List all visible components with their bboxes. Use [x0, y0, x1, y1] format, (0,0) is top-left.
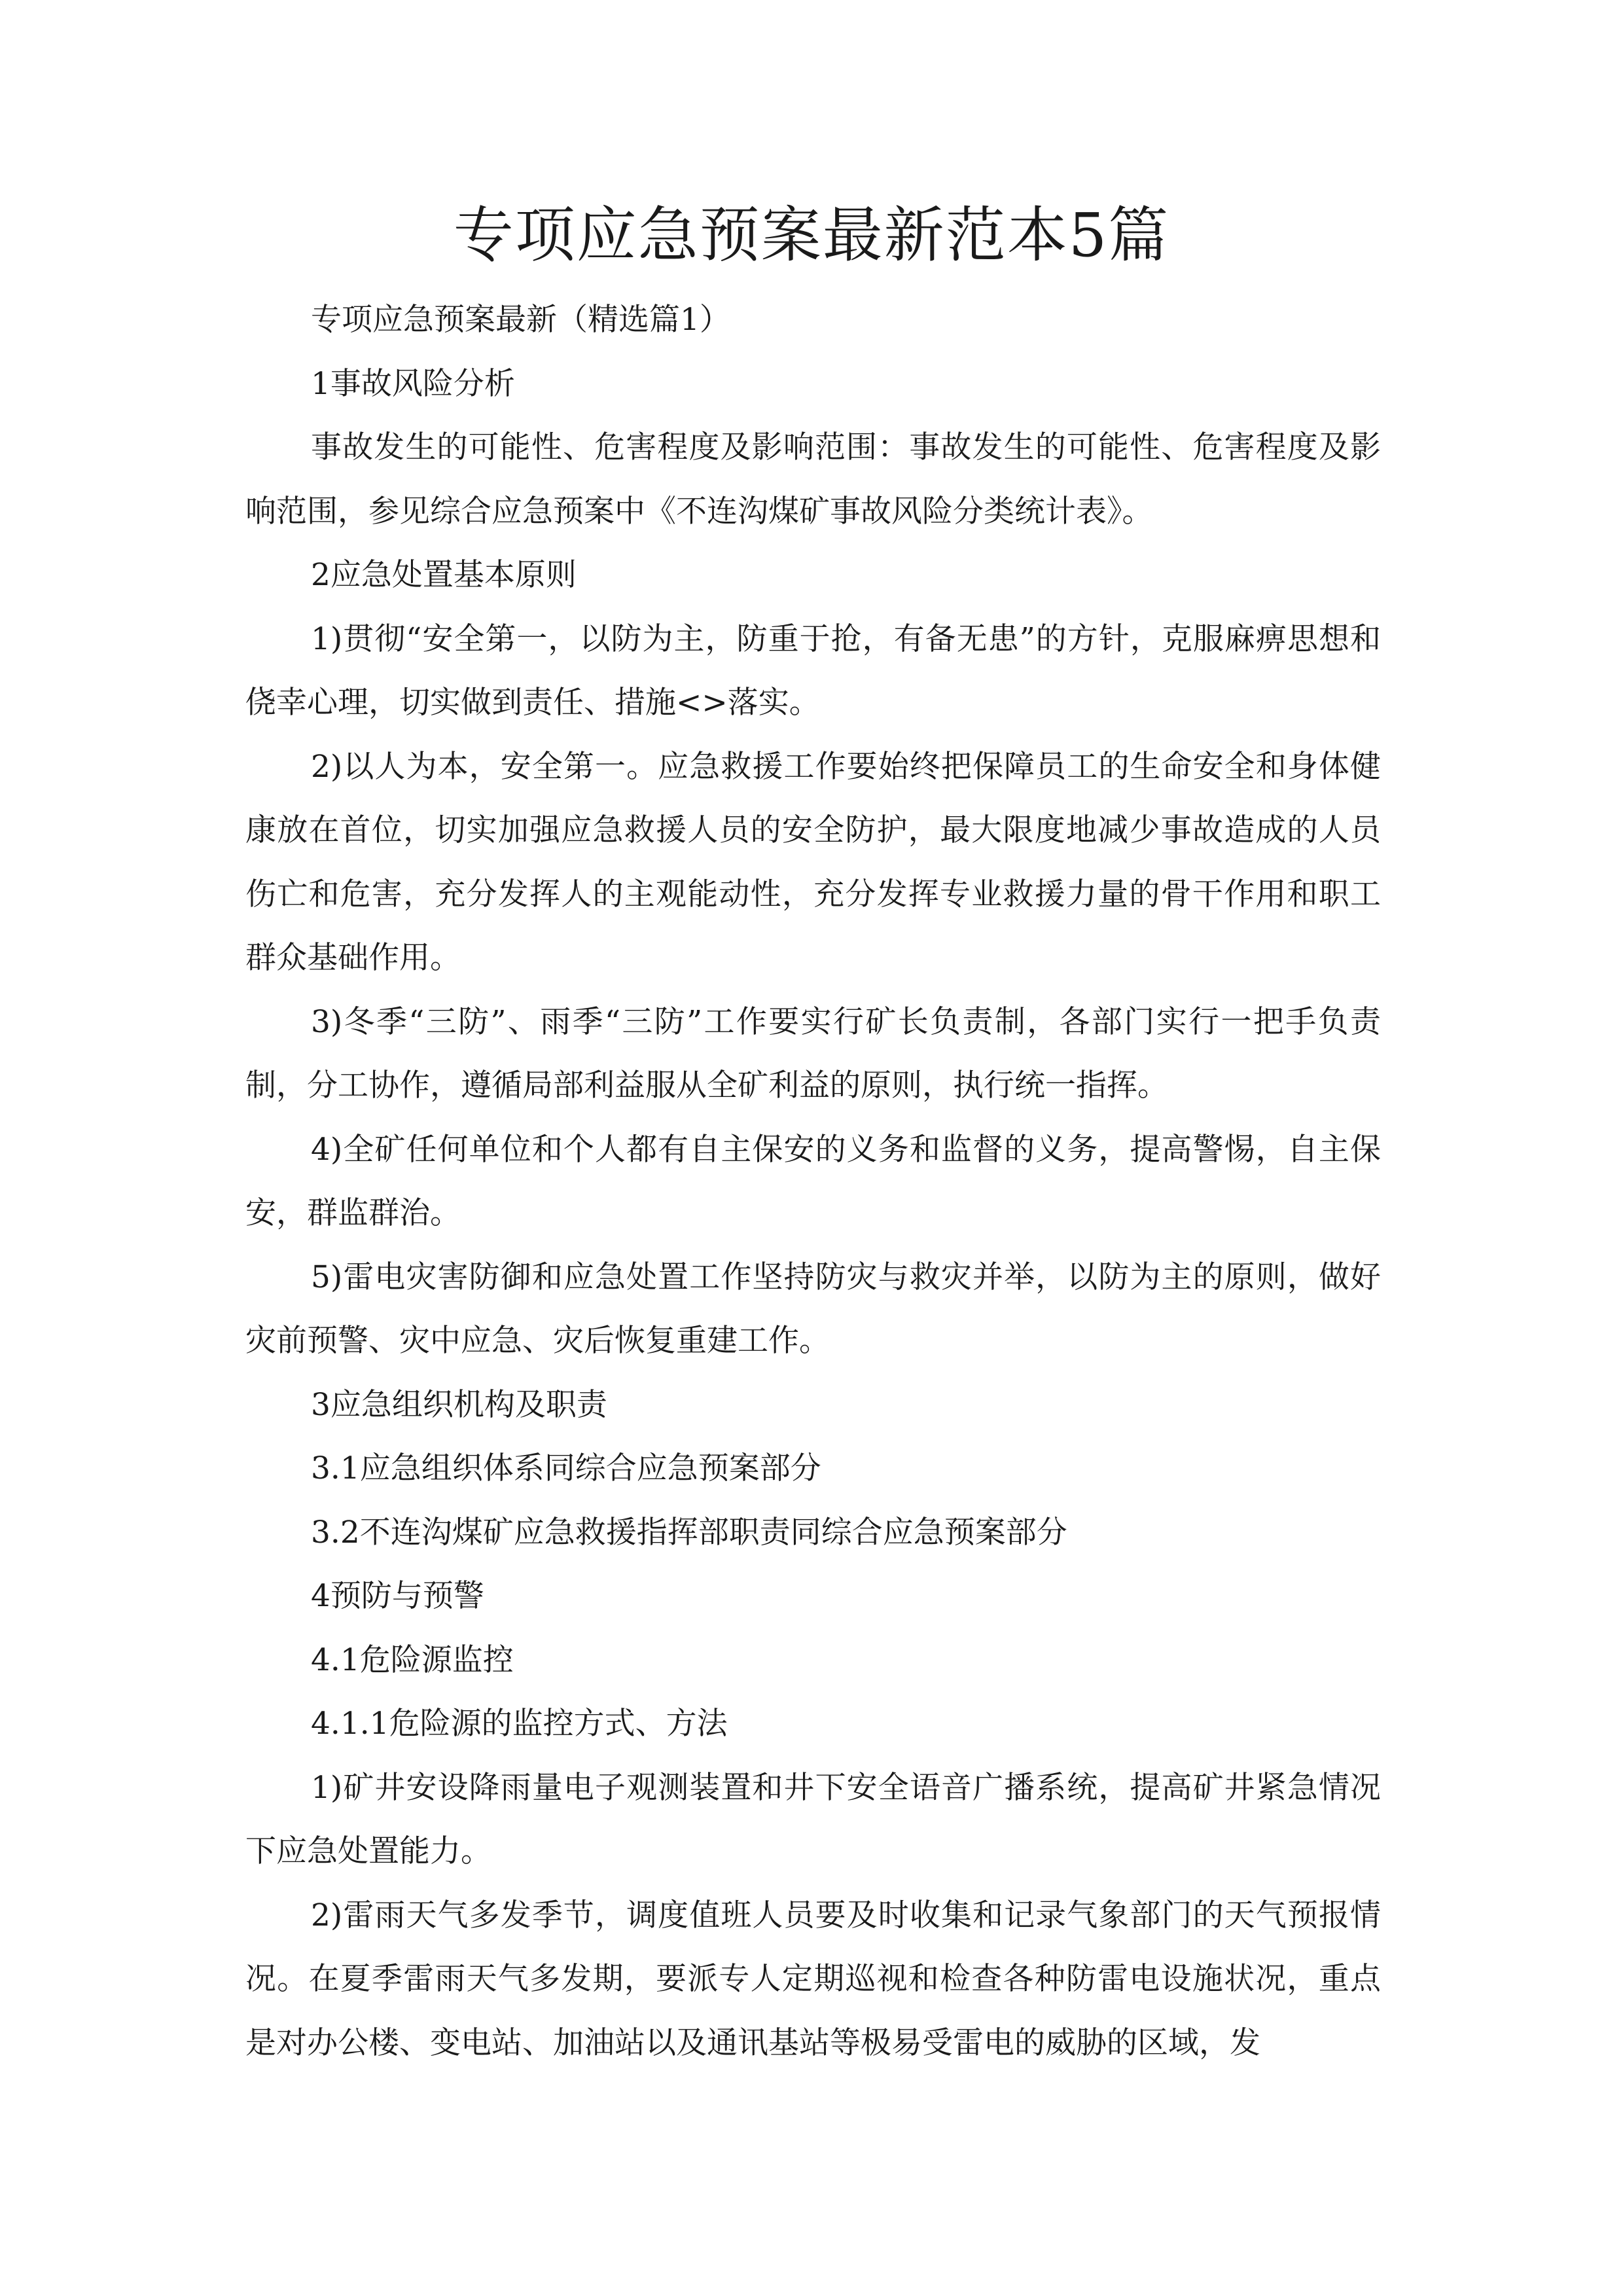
heading-organization: 3应急组织机构及职责: [311, 1386, 607, 1423]
principle-2: 2)以人为本，安全第一。应急救援工作要始终把保障员工的生命安全和身体健康放在首位，切实加强应急救援人员的安全防护，最大限度地减少事故造成的人员伤亡和危害，充分发挥人的主观能动性，充分发挥专业救援力量的骨干作用和职工群众基础作用。: [245, 748, 1381, 976]
principle-1: 1)贯彻“安全第一，以防为主，防重于抢，有备无患”的方针，克服麻痹思想和侥幸心理，切实做到责任、措施<>落实。: [245, 620, 1381, 721]
principle-4: 4)全矿任何单位和个人都有自主保安的义务和监督的义务，提高警惕，自主保安，群监群治。: [245, 1131, 1381, 1231]
principle-5: 5)雷电灾害防御和应急处置工作坚持防灾与救灾并举，以防为主的原则，做好灾前预警、灾中应急、灾后恢复重建工作。: [245, 1259, 1381, 1359]
monitoring-item-1: 1)矿井安设降雨量电子观测装置和井下安全语音广播系统，提高矿井紧急情况下应急处置能力。: [245, 1769, 1381, 1869]
heading-risk-analysis: 1事故风险分析: [311, 365, 515, 402]
subheading-3-1: 3.1应急组织体系同综合应急预案部分: [311, 1450, 821, 1486]
document-title: 专项应急预案最新范本5篇: [453, 200, 1170, 270]
paragraph-risk-scope: 事故发生的可能性、危害程度及影响范围：事故发生的可能性、危害程度及影响范围，参见综合应急预案中《不连沟煤矿事故风险分类统计表》。: [245, 429, 1381, 529]
heading-prevention-warning: 4预防与预警: [311, 1578, 484, 1614]
monitoring-item-2: 2)雷雨天气多发季节，调度值班人员要及时收集和记录气象部门的天气预报情况。在夏季雷雨天气多发期，要派专人定期巡视和检查各种防雷电设施状况，重点是对办公楼、变电站、加油站以及通讯基站等极易受雷电的威胁的区域，发: [245, 1897, 1381, 2061]
subheading-3-2: 3.2不连沟煤矿应急救援指挥部职责同综合应急预案部分: [311, 1514, 1067, 1551]
section-heading-selected-1: 专项应急预案最新（精选篇1）: [311, 302, 730, 338]
document-body: [245, 288, 1381, 2075]
principle-3: 3)冬季“三防”、雨季“三防”工作要实行矿长负责制，各部门实行一把手负责制，分工协作，遵循局部利益服从全矿利益的原则，执行统一指挥。: [245, 1003, 1381, 1103]
heading-basic-principles: 2应急处置基本原则: [311, 557, 577, 593]
subheading-4-1-1: 4.1.1危险源的监控方式、方法: [311, 1706, 728, 1742]
subheading-4-1: 4.1危险源监控: [311, 1641, 514, 1678]
